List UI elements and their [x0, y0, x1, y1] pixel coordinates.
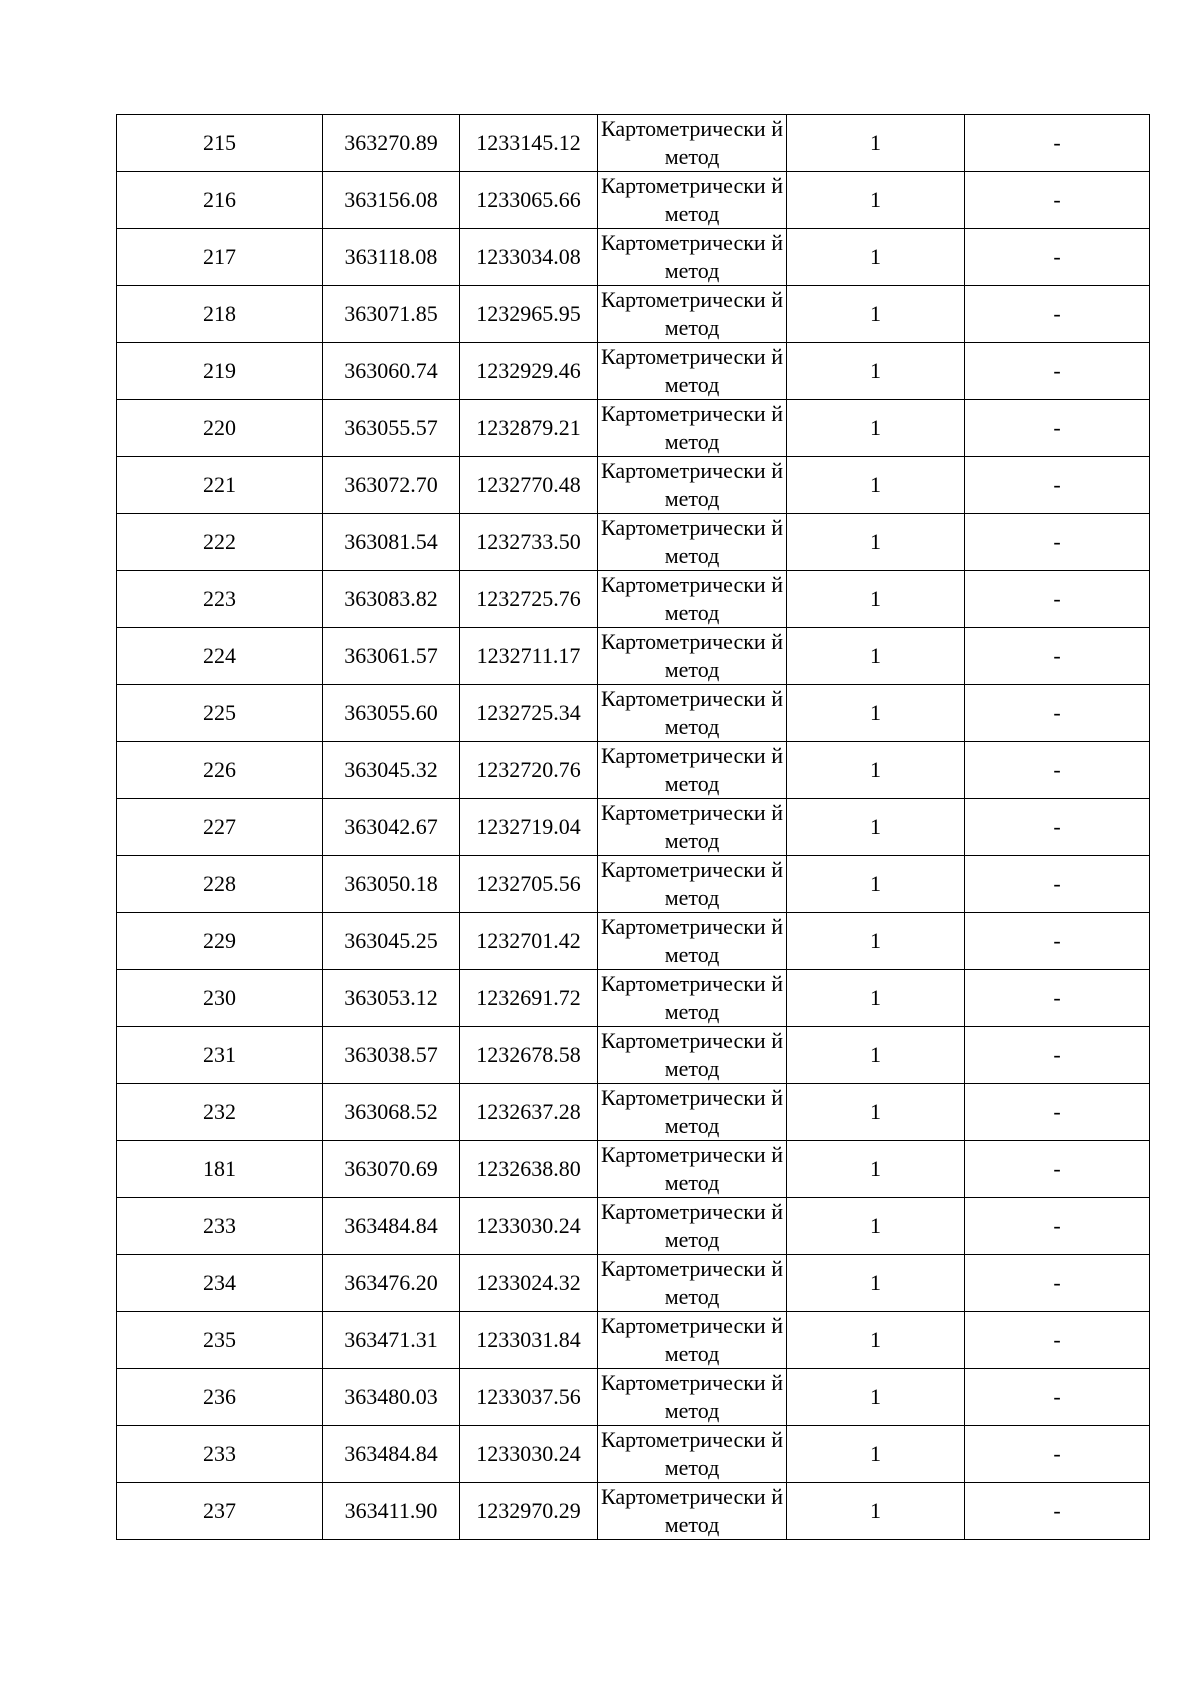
coordinate-y-cell: 1232637.28	[460, 1084, 598, 1141]
note-cell: -	[965, 1141, 1150, 1198]
precision-cell: 1	[787, 115, 965, 172]
method-cell: Картометрически й метод	[598, 742, 787, 799]
table-row	[117, 400, 1150, 457]
point-number-cell: 233	[117, 1426, 323, 1483]
note-cell: -	[965, 286, 1150, 343]
coordinate-x-cell: 363050.18	[323, 856, 460, 913]
coordinate-x-cell: 363476.20	[323, 1255, 460, 1312]
point-number-cell: 228	[117, 856, 323, 913]
table-row	[117, 514, 1150, 571]
note-cell: -	[965, 1198, 1150, 1255]
coordinate-x-cell: 363045.32	[323, 742, 460, 799]
point-number-cell: 221	[117, 457, 323, 514]
table-row	[117, 172, 1150, 229]
precision-cell: 1	[787, 1084, 965, 1141]
method-cell: Картометрически й метод	[598, 1483, 787, 1540]
coordinate-y-cell: 1232733.50	[460, 514, 598, 571]
precision-cell: 1	[787, 172, 965, 229]
point-number-cell: 219	[117, 343, 323, 400]
note-cell: -	[965, 229, 1150, 286]
coordinate-y-cell: 1232725.76	[460, 571, 598, 628]
coordinate-y-cell: 1233037.56	[460, 1369, 598, 1426]
note-cell: -	[965, 457, 1150, 514]
point-number-cell: 237	[117, 1483, 323, 1540]
table-row	[117, 457, 1150, 514]
precision-cell: 1	[787, 628, 965, 685]
note-cell: -	[965, 172, 1150, 229]
table-row	[117, 1198, 1150, 1255]
table-row	[117, 685, 1150, 742]
method-cell: Картометрически й метод	[598, 1369, 787, 1426]
method-cell: Картометрически й метод	[598, 1084, 787, 1141]
coordinate-y-cell: 1232638.80	[460, 1141, 598, 1198]
note-cell: -	[965, 685, 1150, 742]
coordinate-x-cell: 363156.08	[323, 172, 460, 229]
coordinate-y-cell: 1233034.08	[460, 229, 598, 286]
table-row	[117, 799, 1150, 856]
method-cell: Картометрически й метод	[598, 856, 787, 913]
coordinate-y-cell: 1232720.76	[460, 742, 598, 799]
coordinate-y-cell: 1233030.24	[460, 1198, 598, 1255]
precision-cell: 1	[787, 1369, 965, 1426]
table-row	[117, 856, 1150, 913]
table-row	[117, 1027, 1150, 1084]
coordinates-table	[116, 114, 1150, 1540]
table-row	[117, 1483, 1150, 1540]
precision-cell: 1	[787, 913, 965, 970]
method-cell: Картометрически й метод	[598, 1312, 787, 1369]
coordinate-x-cell: 363071.85	[323, 286, 460, 343]
precision-cell: 1	[787, 970, 965, 1027]
method-cell: Картометрически й метод	[598, 343, 787, 400]
method-cell: Картометрически й метод	[598, 1141, 787, 1198]
coordinate-y-cell: 1233024.32	[460, 1255, 598, 1312]
precision-cell: 1	[787, 742, 965, 799]
coordinate-x-cell: 363068.52	[323, 1084, 460, 1141]
coordinate-y-cell: 1232725.34	[460, 685, 598, 742]
table-row	[117, 343, 1150, 400]
precision-cell: 1	[787, 1312, 965, 1369]
table-row	[117, 229, 1150, 286]
note-cell: -	[965, 1312, 1150, 1369]
point-number-cell: 226	[117, 742, 323, 799]
method-cell: Картометрически й метод	[598, 286, 787, 343]
point-number-cell: 229	[117, 913, 323, 970]
point-number-cell: 215	[117, 115, 323, 172]
note-cell: -	[965, 400, 1150, 457]
coordinate-y-cell: 1233030.24	[460, 1426, 598, 1483]
table-row	[117, 1369, 1150, 1426]
precision-cell: 1	[787, 229, 965, 286]
coordinate-x-cell: 363484.84	[323, 1426, 460, 1483]
note-cell: -	[965, 115, 1150, 172]
method-cell: Картометрически й метод	[598, 628, 787, 685]
coordinate-y-cell: 1233065.66	[460, 172, 598, 229]
precision-cell: 1	[787, 514, 965, 571]
coordinate-x-cell: 363053.12	[323, 970, 460, 1027]
table-row	[117, 628, 1150, 685]
coordinate-x-cell: 363083.82	[323, 571, 460, 628]
point-number-cell: 234	[117, 1255, 323, 1312]
precision-cell: 1	[787, 1483, 965, 1540]
coordinate-x-cell: 363070.69	[323, 1141, 460, 1198]
precision-cell: 1	[787, 1141, 965, 1198]
method-cell: Картометрически й метод	[598, 1198, 787, 1255]
method-cell: Картометрически й метод	[598, 571, 787, 628]
coordinate-y-cell: 1232705.56	[460, 856, 598, 913]
note-cell: -	[965, 628, 1150, 685]
point-number-cell: 220	[117, 400, 323, 457]
point-number-cell: 225	[117, 685, 323, 742]
coordinate-x-cell: 363081.54	[323, 514, 460, 571]
precision-cell: 1	[787, 343, 965, 400]
method-cell: Картометрически й метод	[598, 913, 787, 970]
coordinate-y-cell: 1232929.46	[460, 343, 598, 400]
precision-cell: 1	[787, 856, 965, 913]
table-row	[117, 115, 1150, 172]
coordinate-x-cell: 363270.89	[323, 115, 460, 172]
precision-cell: 1	[787, 1426, 965, 1483]
coordinate-x-cell: 363471.31	[323, 1312, 460, 1369]
table-row	[117, 1084, 1150, 1141]
method-cell: Картометрически й метод	[598, 229, 787, 286]
table-row	[117, 571, 1150, 628]
method-cell: Картометрически й метод	[598, 1255, 787, 1312]
coordinate-y-cell: 1232678.58	[460, 1027, 598, 1084]
table-row	[117, 1141, 1150, 1198]
coordinate-x-cell: 363061.57	[323, 628, 460, 685]
point-number-cell: 218	[117, 286, 323, 343]
point-number-cell: 233	[117, 1198, 323, 1255]
precision-cell: 1	[787, 286, 965, 343]
table-row	[117, 970, 1150, 1027]
note-cell: -	[965, 970, 1150, 1027]
point-number-cell: 216	[117, 172, 323, 229]
point-number-cell: 236	[117, 1369, 323, 1426]
precision-cell: 1	[787, 1198, 965, 1255]
coordinate-x-cell: 363042.67	[323, 799, 460, 856]
coordinate-x-cell: 363055.60	[323, 685, 460, 742]
coordinate-y-cell: 1232719.04	[460, 799, 598, 856]
method-cell: Картометрически й метод	[598, 685, 787, 742]
note-cell: -	[965, 856, 1150, 913]
coordinate-y-cell: 1232701.42	[460, 913, 598, 970]
note-cell: -	[965, 742, 1150, 799]
note-cell: -	[965, 514, 1150, 571]
coordinate-x-cell: 363484.84	[323, 1198, 460, 1255]
table-row	[117, 913, 1150, 970]
table-row	[117, 1426, 1150, 1483]
precision-cell: 1	[787, 685, 965, 742]
point-number-cell: 222	[117, 514, 323, 571]
coordinate-y-cell: 1232711.17	[460, 628, 598, 685]
note-cell: -	[965, 571, 1150, 628]
coordinate-x-cell: 363060.74	[323, 343, 460, 400]
note-cell: -	[965, 799, 1150, 856]
precision-cell: 1	[787, 400, 965, 457]
coordinate-x-cell: 363072.70	[323, 457, 460, 514]
table-row	[117, 742, 1150, 799]
table-row	[117, 1255, 1150, 1312]
note-cell: -	[965, 1027, 1150, 1084]
coordinate-y-cell: 1232879.21	[460, 400, 598, 457]
note-cell: -	[965, 1426, 1150, 1483]
coordinates-table-body	[117, 115, 1150, 1540]
coordinate-x-cell: 363480.03	[323, 1369, 460, 1426]
table-row	[117, 286, 1150, 343]
precision-cell: 1	[787, 571, 965, 628]
point-number-cell: 232	[117, 1084, 323, 1141]
coordinate-x-cell: 363411.90	[323, 1483, 460, 1540]
method-cell: Картометрически й метод	[598, 1426, 787, 1483]
coordinate-x-cell: 363055.57	[323, 400, 460, 457]
method-cell: Картометрически й метод	[598, 400, 787, 457]
note-cell: -	[965, 913, 1150, 970]
note-cell: -	[965, 343, 1150, 400]
coordinate-y-cell: 1232965.95	[460, 286, 598, 343]
point-number-cell: 224	[117, 628, 323, 685]
point-number-cell: 181	[117, 1141, 323, 1198]
coordinate-y-cell: 1232691.72	[460, 970, 598, 1027]
method-cell: Картометрически й метод	[598, 115, 787, 172]
method-cell: Картометрически й метод	[598, 457, 787, 514]
point-number-cell: 217	[117, 229, 323, 286]
note-cell: -	[965, 1084, 1150, 1141]
point-number-cell: 223	[117, 571, 323, 628]
coordinate-x-cell: 363038.57	[323, 1027, 460, 1084]
coordinate-y-cell: 1232970.29	[460, 1483, 598, 1540]
point-number-cell: 231	[117, 1027, 323, 1084]
coordinate-y-cell: 1232770.48	[460, 457, 598, 514]
coordinate-x-cell: 363045.25	[323, 913, 460, 970]
coordinate-x-cell: 363118.08	[323, 229, 460, 286]
note-cell: -	[965, 1483, 1150, 1540]
precision-cell: 1	[787, 457, 965, 514]
note-cell: -	[965, 1369, 1150, 1426]
coordinate-y-cell: 1233031.84	[460, 1312, 598, 1369]
note-cell: -	[965, 1255, 1150, 1312]
method-cell: Картометрически й метод	[598, 1027, 787, 1084]
precision-cell: 1	[787, 799, 965, 856]
precision-cell: 1	[787, 1027, 965, 1084]
point-number-cell: 235	[117, 1312, 323, 1369]
precision-cell: 1	[787, 1255, 965, 1312]
coordinate-y-cell: 1233145.12	[460, 115, 598, 172]
point-number-cell: 230	[117, 970, 323, 1027]
point-number-cell: 227	[117, 799, 323, 856]
method-cell: Картометрически й метод	[598, 172, 787, 229]
method-cell: Картометрически й метод	[598, 514, 787, 571]
method-cell: Картометрически й метод	[598, 799, 787, 856]
method-cell: Картометрически й метод	[598, 970, 787, 1027]
table-row	[117, 1312, 1150, 1369]
